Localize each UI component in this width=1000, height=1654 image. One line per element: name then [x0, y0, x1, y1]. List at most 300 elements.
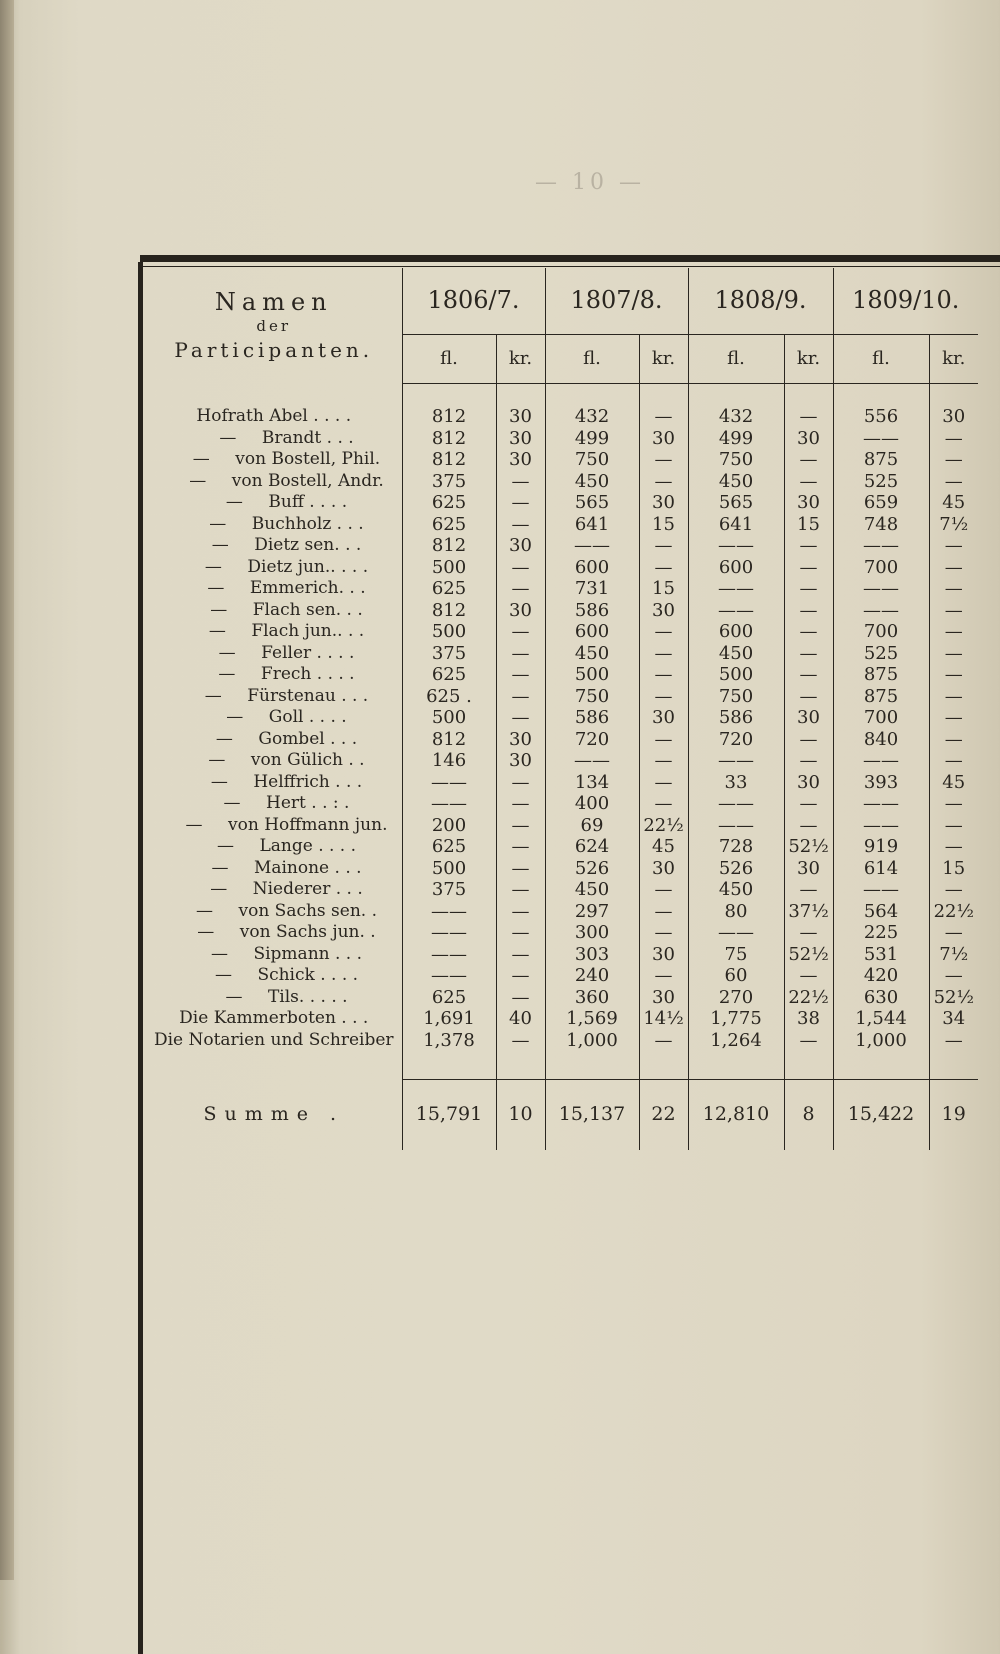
gulden-cell: 69	[545, 815, 639, 837]
kreuzer-cell: 15	[784, 514, 833, 536]
kreuzer-cell: 22½	[929, 901, 978, 923]
gulden-cell: 400	[545, 793, 639, 815]
ditto-dash: —	[208, 750, 226, 770]
participant-name: Die Kammerboten . . .	[179, 1008, 369, 1028]
gulden-cell: 812	[402, 449, 496, 471]
participant-name: Feller . . . .	[261, 642, 355, 663]
gulden-cell: 624	[545, 836, 639, 858]
kreuzer-cell: —	[496, 557, 545, 579]
participant-name-cell	[146, 858, 402, 880]
gulden-cell: ——	[402, 793, 496, 815]
ditto-dash: —	[204, 685, 222, 706]
ditto-dash: —	[209, 513, 227, 534]
gulden-cell: ——	[688, 535, 784, 557]
sum-cell: 15,137	[545, 1080, 639, 1151]
kreuzer-cell: —	[639, 750, 688, 772]
kreuzer-cell: 30	[496, 428, 545, 450]
kreuzer-cell: 30	[496, 729, 545, 751]
sum-cell: 19	[929, 1080, 978, 1151]
kreuzer-cell: —	[929, 471, 978, 493]
kreuzer-cell: —	[929, 600, 978, 622]
ditto-dash: —	[210, 771, 228, 792]
gulden-cell: 812	[402, 600, 496, 622]
table-row	[146, 815, 978, 837]
kreuzer-cell: —	[639, 557, 688, 579]
kreuzer-cell: —	[784, 879, 833, 901]
gulden-cell: 1,691	[402, 1008, 496, 1030]
gulden-cell: 625	[402, 578, 496, 600]
gulden-cell: ——	[688, 578, 784, 600]
participant-name: Flach jun.. . .	[251, 621, 365, 641]
gulden-cell: 1,264	[688, 1030, 784, 1052]
gulden-cell: 728	[688, 836, 784, 858]
gulden-cell: 586	[688, 707, 784, 729]
ditto-dash: —	[210, 879, 228, 899]
kreuzer-cell: —	[496, 901, 545, 923]
kreuzer-cell: —	[929, 922, 978, 944]
kreuzer-cell: —	[929, 664, 978, 686]
kreuzer-cell: —	[784, 471, 833, 493]
kreuzer-cell: 30	[639, 944, 688, 966]
kreuzer-cell: —	[496, 578, 545, 600]
gulden-cell: ——	[688, 600, 784, 622]
table-row	[146, 449, 978, 471]
participant-name-cell	[146, 772, 402, 794]
kreuzer-cell: —	[496, 944, 545, 966]
gulden-cell: 300	[545, 922, 639, 944]
gulden-cell: ——	[833, 600, 929, 622]
gulden-cell: 750	[688, 686, 784, 708]
table-row	[146, 793, 978, 815]
kreuzer-cell: 30	[639, 492, 688, 514]
gulden-cell: 630	[833, 987, 929, 1009]
sum-cell: 15,791	[402, 1080, 496, 1151]
table-body	[146, 406, 978, 1051]
gulden-cell: 1,000	[545, 1030, 639, 1052]
gulden-cell: ——	[402, 944, 496, 966]
unit-kr: kr.	[929, 335, 978, 384]
gulden-cell: 641	[545, 514, 639, 536]
table-row	[146, 492, 978, 514]
kreuzer-cell: —	[639, 406, 688, 428]
kreuzer-cell: —	[929, 535, 978, 557]
kreuzer-cell: —	[784, 750, 833, 772]
table-row	[146, 406, 978, 428]
gulden-cell: 875	[833, 664, 929, 686]
gulden-cell: 1,544	[833, 1008, 929, 1030]
kreuzer-cell: 45	[639, 836, 688, 858]
table-row	[146, 471, 978, 493]
kreuzer-cell: —	[784, 600, 833, 622]
gulden-cell: ——	[545, 750, 639, 772]
gulden-cell: 586	[545, 707, 639, 729]
names-header-line3: Participanten.	[174, 337, 374, 362]
gulden-cell: 525	[833, 643, 929, 665]
kreuzer-cell: —	[929, 621, 978, 643]
kreuzer-cell: —	[929, 707, 978, 729]
ditto-dash: —	[225, 986, 243, 1007]
participant-name: Flach sen. . .	[252, 599, 363, 620]
kreuzer-cell: —	[496, 879, 545, 901]
kreuzer-cell: —	[929, 750, 978, 772]
gulden-cell: 75	[688, 944, 784, 966]
gulden-cell: 625	[402, 514, 496, 536]
kreuzer-cell: —	[496, 815, 545, 837]
gulden-cell: 812	[402, 535, 496, 557]
participant-name-cell	[146, 1008, 402, 1030]
gulden-cell: ——	[688, 922, 784, 944]
gulden-cell: 1,000	[833, 1030, 929, 1052]
participant-name-cell	[146, 879, 402, 901]
participant-name: Fürstenau . . .	[247, 685, 369, 706]
participant-name-cell	[146, 600, 402, 622]
kreuzer-cell: —	[784, 643, 833, 665]
participant-name: Buff . . . .	[268, 492, 348, 512]
unit-fl: fl.	[833, 335, 929, 384]
kreuzer-cell: —	[784, 815, 833, 837]
kreuzer-cell: —	[639, 772, 688, 794]
gulden-cell: 500	[688, 664, 784, 686]
gulden-cell: ——	[833, 793, 929, 815]
kreuzer-cell: —	[639, 729, 688, 751]
gulden-cell: ——	[833, 815, 929, 837]
top-rule	[140, 255, 1000, 262]
gulden-cell: 750	[545, 449, 639, 471]
table-row	[146, 557, 978, 579]
gulden-cell: 731	[545, 578, 639, 600]
kreuzer-cell: 38	[784, 1008, 833, 1030]
participant-name: Gombel . . .	[258, 728, 358, 749]
gulden-cell: 750	[688, 449, 784, 471]
kreuzer-cell: —	[639, 449, 688, 471]
ditto-dash: —	[189, 470, 207, 491]
participant-name: Lange . . . .	[259, 836, 357, 856]
kreuzer-cell: —	[639, 621, 688, 643]
table-row	[146, 664, 978, 686]
gulden-cell: 450	[688, 471, 784, 493]
ditto-dash: —	[207, 578, 225, 598]
gulden-cell: 500	[402, 621, 496, 643]
ditto-dash: —	[211, 857, 229, 878]
participant-name-cell	[146, 987, 402, 1009]
kreuzer-cell: 30	[639, 707, 688, 729]
gulden-cell: 614	[833, 858, 929, 880]
kreuzer-cell: —	[929, 729, 978, 751]
table-row	[146, 600, 978, 622]
kreuzer-cell: 34	[929, 1008, 978, 1030]
kreuzer-cell: —	[929, 836, 978, 858]
participant-name-cell	[146, 901, 402, 923]
kreuzer-cell: 30	[496, 600, 545, 622]
participant-name: Hert . . : .	[266, 793, 350, 813]
kreuzer-cell: 15	[929, 858, 978, 880]
kreuzer-cell: —	[784, 621, 833, 643]
gulden-cell: 200	[402, 815, 496, 837]
table-row	[146, 772, 978, 794]
participant-name-cell	[146, 449, 402, 471]
kreuzer-cell: 14½	[639, 1008, 688, 1030]
kreuzer-cell: —	[496, 858, 545, 880]
unit-fl: fl.	[545, 335, 639, 384]
gulden-cell: 625	[402, 836, 496, 858]
kreuzer-cell: —	[784, 664, 833, 686]
gulden-cell: 875	[833, 449, 929, 471]
gulden-cell: 750	[545, 686, 639, 708]
ditto-dash: —	[197, 922, 215, 942]
kreuzer-cell: 30	[784, 428, 833, 450]
kreuzer-cell: —	[639, 879, 688, 901]
gulden-cell: 420	[833, 965, 929, 987]
names-header-line1: Namen	[214, 287, 333, 316]
gulden-cell: ——	[688, 815, 784, 837]
gulden-cell: 720	[688, 729, 784, 751]
gulden-cell: 600	[545, 557, 639, 579]
kreuzer-cell: —	[784, 729, 833, 751]
gulden-cell: 919	[833, 836, 929, 858]
unit-kr: kr.	[784, 335, 833, 384]
participant-name: von Sachs jun. .	[239, 922, 376, 942]
kreuzer-cell: —	[784, 557, 833, 579]
participant-name: Sipmann . . .	[253, 943, 363, 964]
kreuzer-cell: —	[929, 578, 978, 600]
gulden-cell: 748	[833, 514, 929, 536]
kreuzer-cell: —	[496, 664, 545, 686]
unit-kr: kr.	[639, 335, 688, 384]
kreuzer-cell: —	[639, 1030, 688, 1052]
participant-name-cell	[146, 815, 402, 837]
participant-name-cell	[146, 578, 402, 600]
participant-name: Buchholz . . .	[251, 513, 364, 534]
kreuzer-cell: —	[496, 922, 545, 944]
kreuzer-cell: —	[496, 707, 545, 729]
gulden-cell: 432	[688, 406, 784, 428]
gulden-cell: 564	[833, 901, 929, 923]
participant-name-cell	[146, 944, 402, 966]
table-row	[146, 944, 978, 966]
participant-name-cell	[146, 750, 402, 772]
gulden-cell: 240	[545, 965, 639, 987]
table-row	[146, 836, 978, 858]
gulden-cell: ——	[402, 772, 496, 794]
left-rule	[138, 262, 143, 1654]
ditto-dash: —	[211, 535, 229, 555]
participant-name-cell	[146, 686, 402, 708]
gulden-cell: 700	[833, 557, 929, 579]
kreuzer-cell: —	[784, 686, 833, 708]
gulden-cell: 586	[545, 600, 639, 622]
kreuzer-cell: 30	[639, 987, 688, 1009]
kreuzer-cell: —	[639, 471, 688, 493]
table-row	[146, 514, 978, 536]
gulden-cell: 60	[688, 965, 784, 987]
participant-name: Die Notarien und Schreiber	[153, 1029, 394, 1050]
kreuzer-cell: 30	[639, 600, 688, 622]
gulden-cell: 525	[833, 471, 929, 493]
participant-name-cell	[146, 922, 402, 944]
kreuzer-cell: —	[496, 772, 545, 794]
sum-row	[146, 1080, 978, 1151]
page-number: — 10 —	[535, 170, 645, 195]
gulden-cell: 600	[688, 621, 784, 643]
gulden-cell: 600	[545, 621, 639, 643]
participant-name: Goll . . . .	[268, 707, 347, 727]
gulden-cell: 812	[402, 428, 496, 450]
gulden-cell: 700	[833, 707, 929, 729]
participant-name: Niederer . . .	[252, 879, 363, 899]
kreuzer-cell: —	[784, 406, 833, 428]
ditto-dash: —	[210, 943, 228, 964]
kreuzer-cell: —	[639, 664, 688, 686]
kreuzer-cell: 45	[929, 492, 978, 514]
gulden-cell: 875	[833, 686, 929, 708]
gulden-cell: 393	[833, 772, 929, 794]
gulden-cell: 450	[545, 643, 639, 665]
gulden-cell: 297	[545, 901, 639, 923]
participant-name: Emmerich. . .	[249, 578, 366, 598]
kreuzer-cell: —	[639, 535, 688, 557]
kreuzer-cell: 30	[784, 492, 833, 514]
kreuzer-cell: 30	[639, 428, 688, 450]
sum-cell: 15,422	[833, 1080, 929, 1151]
gulden-cell: ——	[545, 535, 639, 557]
gulden-cell: 375	[402, 879, 496, 901]
table-row	[146, 578, 978, 600]
kreuzer-cell: —	[784, 1030, 833, 1052]
gulden-cell: 360	[545, 987, 639, 1009]
participant-name: Hofrath Abel . . . .	[196, 406, 352, 426]
gulden-cell: 526	[545, 858, 639, 880]
kreuzer-cell: —	[496, 836, 545, 858]
participant-name-cell	[146, 492, 402, 514]
kreuzer-cell: —	[784, 793, 833, 815]
kreuzer-cell: —	[929, 428, 978, 450]
gulden-cell: 500	[545, 664, 639, 686]
kreuzer-cell: 45	[929, 772, 978, 794]
table-row	[146, 858, 978, 880]
kreuzer-cell: —	[929, 1030, 978, 1052]
kreuzer-cell: 7½	[929, 944, 978, 966]
gulden-cell: 812	[402, 406, 496, 428]
participant-name: Helffrich . . .	[253, 771, 363, 792]
kreuzer-cell: —	[929, 965, 978, 987]
gulden-cell: ——	[688, 793, 784, 815]
kreuzer-cell: 30	[496, 535, 545, 557]
gulden-cell: 565	[545, 492, 639, 514]
gulden-cell: 450	[688, 879, 784, 901]
gulden-cell: 556	[833, 406, 929, 428]
kreuzer-cell: —	[639, 922, 688, 944]
gulden-cell: ——	[833, 750, 929, 772]
kreuzer-cell: 30	[496, 406, 545, 428]
ditto-dash: —	[192, 449, 210, 469]
unit-fl: fl.	[688, 335, 784, 384]
gulden-cell: ——	[402, 965, 496, 987]
participant-name-cell	[146, 514, 402, 536]
sum-cell: 8	[784, 1080, 833, 1151]
gulden-cell: 625	[402, 492, 496, 514]
kreuzer-cell: —	[784, 449, 833, 471]
ditto-dash: —	[226, 707, 244, 727]
kreuzer-cell: —	[639, 686, 688, 708]
kreuzer-cell: —	[496, 987, 545, 1009]
gulden-cell: 146	[402, 750, 496, 772]
ditto-dash: —	[219, 427, 237, 448]
table-row	[146, 686, 978, 708]
gulden-cell: 1,775	[688, 1008, 784, 1030]
gulden-cell: 1,378	[402, 1030, 496, 1052]
ditto-dash: —	[210, 599, 228, 620]
page-edge	[0, 0, 14, 1580]
gulden-cell: 303	[545, 944, 639, 966]
gulden-cell: 641	[688, 514, 784, 536]
table-row	[146, 1008, 978, 1030]
ditto-dash: —	[215, 728, 233, 749]
table-row	[146, 750, 978, 772]
gulden-cell: 625 .	[402, 686, 496, 708]
kreuzer-cell: 30	[784, 858, 833, 880]
kreuzer-cell: 30	[496, 449, 545, 471]
year-header: 1809/10.	[833, 268, 978, 335]
kreuzer-cell: —	[496, 471, 545, 493]
gulden-cell: 80	[688, 901, 784, 923]
names-header-line2: der	[256, 316, 292, 335]
kreuzer-cell: —	[496, 514, 545, 536]
gulden-cell: ——	[402, 901, 496, 923]
participant-name: Brandt . . .	[261, 427, 354, 448]
table-row	[146, 621, 978, 643]
gulden-cell: 270	[688, 987, 784, 1009]
table-row	[146, 643, 978, 665]
participant-name-cell	[146, 643, 402, 665]
kreuzer-cell: —	[496, 965, 545, 987]
gulden-cell: ——	[833, 578, 929, 600]
kreuzer-cell: 30	[929, 406, 978, 428]
kreuzer-cell: —	[496, 621, 545, 643]
gulden-cell: 565	[688, 492, 784, 514]
kreuzer-cell: —	[784, 922, 833, 944]
participant-name: Schick . . . .	[257, 965, 359, 985]
participant-name-cell	[146, 535, 402, 557]
names-header	[146, 268, 402, 384]
kreuzer-cell: 7½	[929, 514, 978, 536]
ditto-dash: —	[218, 664, 236, 684]
participant-name-cell	[146, 965, 402, 987]
kreuzer-cell: 22½	[784, 987, 833, 1009]
gulden-cell: 625	[402, 664, 496, 686]
unit-fl: fl.	[402, 335, 496, 384]
participants-table	[146, 268, 978, 1150]
gulden-cell: 375	[402, 643, 496, 665]
gulden-cell: 500	[402, 858, 496, 880]
table-row	[146, 1030, 978, 1052]
kreuzer-cell: —	[496, 492, 545, 514]
gulden-cell: 432	[545, 406, 639, 428]
kreuzer-cell: 52½	[784, 944, 833, 966]
gulden-cell: 625	[402, 987, 496, 1009]
gulden-cell: 526	[688, 858, 784, 880]
table-row	[146, 428, 978, 450]
table-row	[146, 707, 978, 729]
gulden-cell: 225	[833, 922, 929, 944]
gulden-cell: 375	[402, 471, 496, 493]
kreuzer-cell: —	[929, 815, 978, 837]
unit-kr: kr.	[496, 335, 545, 384]
kreuzer-cell: —	[496, 793, 545, 815]
ditto-dash: —	[214, 965, 232, 985]
participant-name: von Bostell, Andr.	[231, 470, 384, 491]
table-row	[146, 965, 978, 987]
year-header: 1806/7.	[402, 268, 545, 335]
